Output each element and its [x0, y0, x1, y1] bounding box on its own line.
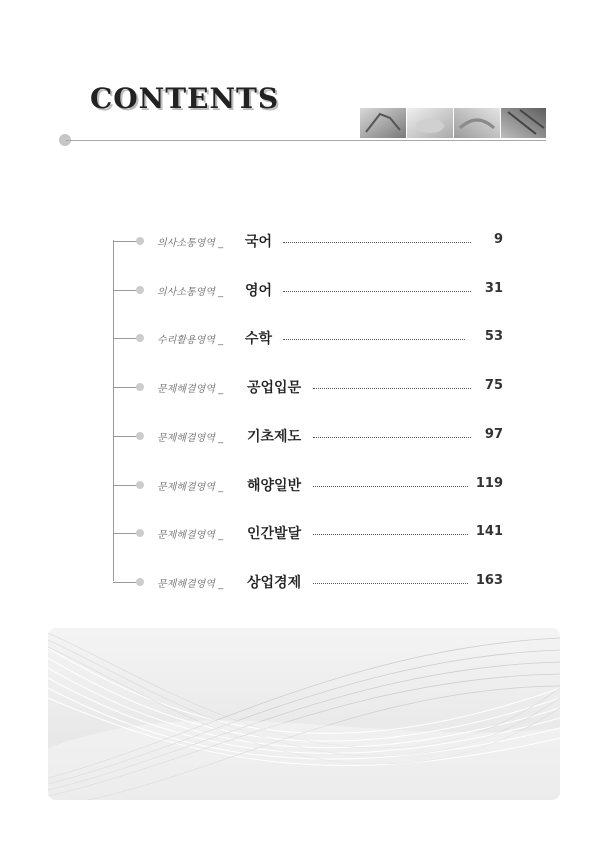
- bullet-icon: [136, 334, 144, 342]
- bullet-icon: [136, 578, 144, 586]
- toc-leader: [283, 339, 465, 340]
- toc-subject: 해양일반: [247, 478, 302, 494]
- toc-subject: 인간발달: [247, 526, 302, 542]
- toc-connector: [113, 533, 137, 534]
- toc-area: 문제해결영역 _: [157, 530, 224, 541]
- toc-subject: 수학: [245, 331, 273, 347]
- page-title: CONTENTS: [90, 82, 280, 115]
- toc-area: 의사소통영역 _: [157, 238, 224, 249]
- bullet-icon: [136, 237, 144, 245]
- toc-leader: [283, 242, 471, 243]
- toc-leader: [313, 534, 468, 535]
- toc-connector: [113, 582, 137, 583]
- bullet-icon: [136, 481, 144, 489]
- toc-page: 9: [493, 232, 503, 247]
- toc-page: 119: [475, 476, 503, 491]
- toc-page: 31: [484, 281, 503, 296]
- toc-page: 97: [484, 427, 503, 442]
- toc-leader: [313, 437, 471, 438]
- bullet-icon: [136, 529, 144, 537]
- toc-connector: [113, 290, 137, 291]
- toc-entry[interactable]: [113, 328, 513, 348]
- toc-entry[interactable]: [113, 377, 513, 397]
- toc-area: 문제해결영역 _: [157, 482, 224, 493]
- toc-subject: 기초제도: [247, 429, 302, 445]
- bullet-icon: [136, 383, 144, 391]
- toc-area: 문제해결영역 _: [157, 384, 224, 395]
- bullet-icon: [136, 286, 144, 294]
- toc-area: 문제해결영역 _: [157, 579, 224, 590]
- toc-page: 53: [484, 329, 503, 344]
- toc-entry[interactable]: [113, 523, 513, 543]
- toc-subject: 공업입문: [247, 380, 302, 396]
- toc-page: 141: [475, 524, 503, 539]
- toc-page: 163: [475, 573, 503, 588]
- toc-page: 75: [484, 378, 503, 393]
- toc-entry[interactable]: [113, 572, 513, 592]
- toc-area: 의사소통영역 _: [157, 287, 224, 298]
- toc-entry[interactable]: [113, 231, 513, 251]
- toc-leader: [313, 388, 471, 389]
- toc-leader: [313, 486, 468, 487]
- toc-subject: 국어: [245, 234, 273, 250]
- toc-area: 문제해결영역 _: [157, 433, 224, 444]
- toc-leader: [313, 583, 468, 584]
- decorative-wave: [48, 628, 560, 800]
- toc-entry[interactable]: [113, 475, 513, 495]
- toc-connector: [113, 387, 137, 388]
- toc-connector: [113, 485, 137, 486]
- toc-connector: [113, 241, 137, 242]
- toc-connector: [113, 338, 137, 339]
- bullet-icon: [136, 432, 144, 440]
- toc-area: 수리활용영역 _: [157, 335, 224, 346]
- toc-subject: 영어: [245, 283, 273, 299]
- toc-entry[interactable]: [113, 426, 513, 446]
- toc-entry[interactable]: [113, 280, 513, 300]
- toc-connector: [113, 436, 137, 437]
- toc-subject: 상업경제: [247, 575, 302, 591]
- toc-leader: [283, 291, 471, 292]
